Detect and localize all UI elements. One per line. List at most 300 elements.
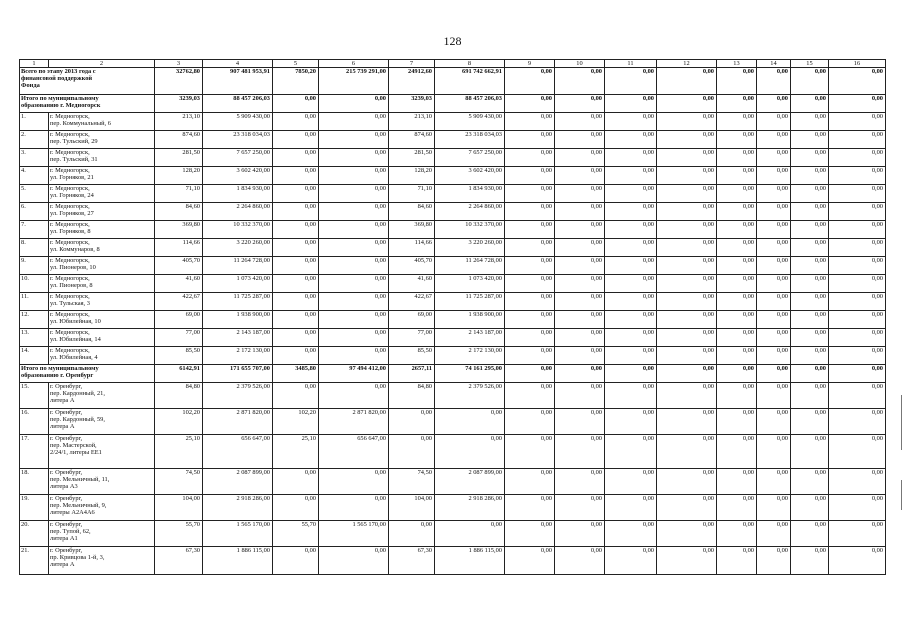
value-cell: 0,00 <box>505 365 555 383</box>
value-cell: 874,60 <box>389 131 435 149</box>
value-cell: 1 834 930,00 <box>435 185 505 203</box>
address-cell: г. Медногорск, пер. Коммунальный, 6 <box>49 113 155 131</box>
value-cell: 0,00 <box>273 495 319 521</box>
value-cell: 0,00 <box>389 409 435 435</box>
value-cell: 11 725 287,00 <box>435 293 505 311</box>
value-cell: 0,00 <box>829 149 886 167</box>
value-cell: 0,00 <box>319 293 389 311</box>
row-number: 11. <box>20 293 49 311</box>
value-cell: 0,00 <box>505 547 555 575</box>
value-cell: 0,00 <box>829 409 886 435</box>
value-cell: 0,00 <box>757 95 791 113</box>
value-cell: 0,00 <box>505 221 555 239</box>
value-cell: 25,10 <box>273 435 319 469</box>
value-cell: 0,00 <box>657 95 717 113</box>
value-cell: 1 565 170,00 <box>203 521 273 547</box>
value-cell: 0,00 <box>757 113 791 131</box>
value-cell: 0,00 <box>605 95 657 113</box>
value-cell: 0,00 <box>605 203 657 221</box>
value-cell: 656 647,00 <box>319 435 389 469</box>
value-cell: 0,00 <box>717 469 757 495</box>
value-cell: 102,20 <box>273 409 319 435</box>
value-cell: 0,00 <box>555 293 605 311</box>
value-cell: 0,00 <box>717 113 757 131</box>
table-row <box>20 329 886 347</box>
value-cell: 0,00 <box>657 435 717 469</box>
value-cell: 23 318 034,03 <box>203 131 273 149</box>
value-cell: 0,00 <box>717 221 757 239</box>
value-cell: 0,00 <box>605 113 657 131</box>
value-cell: 0,00 <box>757 329 791 347</box>
value-cell: 0,00 <box>791 95 829 113</box>
value-cell: 2 264 860,00 <box>435 203 505 221</box>
value-cell: 104,00 <box>155 495 203 521</box>
value-cell: 0,00 <box>555 547 605 575</box>
column-number-cell: 1 <box>20 60 49 68</box>
value-cell: 32762,80 <box>155 68 203 95</box>
value-cell: 0,00 <box>791 167 829 185</box>
value-cell: 656 647,00 <box>203 435 273 469</box>
address-cell: г. Оренбург, пер. Мастерской, 2/24/1, литеры ЕЕ1 <box>49 435 155 469</box>
table-row <box>20 239 886 257</box>
value-cell: 71,10 <box>389 185 435 203</box>
value-cell: 0,00 <box>555 95 605 113</box>
value-cell: 0,00 <box>657 257 717 275</box>
value-cell: 0,00 <box>829 293 886 311</box>
row-number: 7. <box>20 221 49 239</box>
value-cell: 0,00 <box>829 275 886 293</box>
value-cell: 0,00 <box>505 409 555 435</box>
value-cell: 907 481 953,91 <box>203 68 273 95</box>
value-cell: 85,50 <box>155 347 203 365</box>
row-number: 8. <box>20 239 49 257</box>
value-cell: 0,00 <box>717 409 757 435</box>
value-cell: 0,00 <box>791 221 829 239</box>
value-cell: 0,00 <box>657 221 717 239</box>
value-cell: 55,70 <box>155 521 203 547</box>
value-cell: 67,30 <box>389 547 435 575</box>
table-row <box>20 409 886 435</box>
value-cell: 0,00 <box>791 547 829 575</box>
value-cell: 0,00 <box>389 521 435 547</box>
value-cell: 0,00 <box>555 239 605 257</box>
financial-table <box>19 59 886 575</box>
column-number-cell: 10 <box>555 60 605 68</box>
value-cell: 0,00 <box>791 311 829 329</box>
table-row <box>20 311 886 329</box>
row-number: 4. <box>20 167 49 185</box>
value-cell: 2 918 286,00 <box>435 495 505 521</box>
value-cell: 0,00 <box>791 329 829 347</box>
value-cell: 1 938 900,00 <box>435 311 505 329</box>
value-cell: 0,00 <box>657 409 717 435</box>
address-cell: г. Медногорск, ул. Юбилейная, 14 <box>49 329 155 347</box>
value-cell: 0,00 <box>555 203 605 221</box>
summary-row <box>20 95 886 113</box>
value-cell: 0,00 <box>717 257 757 275</box>
value-cell: 0,00 <box>435 409 505 435</box>
value-cell: 2 871 820,00 <box>319 409 389 435</box>
row-number: 19. <box>20 495 49 521</box>
value-cell: 0,00 <box>555 521 605 547</box>
value-cell: 77,00 <box>389 329 435 347</box>
value-cell: 0,00 <box>605 275 657 293</box>
value-cell: 0,00 <box>757 521 791 547</box>
value-cell: 0,00 <box>717 311 757 329</box>
value-cell: 0,00 <box>273 95 319 113</box>
value-cell: 0,00 <box>657 68 717 95</box>
value-cell: 0,00 <box>319 113 389 131</box>
value-cell: 0,00 <box>605 257 657 275</box>
value-cell: 2 264 860,00 <box>203 203 273 221</box>
value-cell: 0,00 <box>657 521 717 547</box>
value-cell: 0,00 <box>435 435 505 469</box>
value-cell: 3 602 420,00 <box>203 167 273 185</box>
value-cell: 3239,03 <box>155 95 203 113</box>
value-cell: 0,00 <box>791 275 829 293</box>
value-cell: 0,00 <box>829 311 886 329</box>
value-cell: 0,00 <box>657 495 717 521</box>
value-cell: 0,00 <box>757 547 791 575</box>
value-cell: 55,70 <box>273 521 319 547</box>
value-cell: 0,00 <box>657 149 717 167</box>
value-cell: 0,00 <box>605 365 657 383</box>
value-cell: 0,00 <box>273 293 319 311</box>
row-number: 5. <box>20 185 49 203</box>
value-cell: 422,67 <box>389 293 435 311</box>
value-cell: 3 602 420,00 <box>435 167 505 185</box>
value-cell: 0,00 <box>555 131 605 149</box>
value-cell: 0,00 <box>505 521 555 547</box>
value-cell: 0,00 <box>319 257 389 275</box>
table-body <box>20 60 886 575</box>
value-cell: 422,67 <box>155 293 203 311</box>
value-cell: 0,00 <box>605 469 657 495</box>
value-cell: 0,00 <box>829 131 886 149</box>
value-cell: 0,00 <box>657 347 717 365</box>
value-cell: 0,00 <box>717 347 757 365</box>
address-cell: г. Медногорск, ул. Пионеров, 8 <box>49 275 155 293</box>
value-cell: 0,00 <box>657 469 717 495</box>
value-cell: 0,00 <box>605 383 657 409</box>
value-cell: 0,00 <box>829 547 886 575</box>
value-cell: 0,00 <box>605 547 657 575</box>
value-cell: 0,00 <box>319 185 389 203</box>
value-cell: 0,00 <box>605 68 657 95</box>
value-cell: 0,00 <box>555 311 605 329</box>
value-cell: 0,00 <box>319 167 389 185</box>
page-number: 128 <box>443 34 462 48</box>
value-cell: 67,30 <box>155 547 203 575</box>
value-cell: 2 143 187,00 <box>203 329 273 347</box>
value-cell: 11 725 287,00 <box>203 293 273 311</box>
value-cell: 0,00 <box>555 347 605 365</box>
column-number-cell: 4 <box>203 60 273 68</box>
value-cell: 74,50 <box>155 469 203 495</box>
value-cell: 0,00 <box>757 185 791 203</box>
value-cell: 6142,91 <box>155 365 203 383</box>
value-cell: 0,00 <box>319 203 389 221</box>
value-cell: 0,00 <box>829 329 886 347</box>
value-cell: 0,00 <box>273 347 319 365</box>
value-cell: 0,00 <box>829 383 886 409</box>
table-row <box>20 275 886 293</box>
value-cell: 0,00 <box>273 329 319 347</box>
value-cell: 1 938 900,00 <box>203 311 273 329</box>
summary-label: Итого по муниципальному образованию г. Оренбург <box>20 365 155 383</box>
value-cell: 0,00 <box>717 275 757 293</box>
value-cell: 0,00 <box>555 68 605 95</box>
value-cell: 97 494 412,00 <box>319 365 389 383</box>
address-cell: г. Медногорск, ул. Тульская, 3 <box>49 293 155 311</box>
value-cell: 0,00 <box>757 495 791 521</box>
value-cell: 0,00 <box>657 293 717 311</box>
table-row <box>20 293 886 311</box>
column-number-cell: 9 <box>505 60 555 68</box>
scan-edge-mark <box>901 480 902 510</box>
value-cell: 23 318 034,03 <box>435 131 505 149</box>
value-cell: 0,00 <box>505 185 555 203</box>
value-cell: 0,00 <box>717 185 757 203</box>
value-cell: 104,00 <box>389 495 435 521</box>
address-cell: г. Оренбург, пер. Тупой, 62, литера А1 <box>49 521 155 547</box>
value-cell: 11 264 728,00 <box>435 257 505 275</box>
value-cell: 0,00 <box>505 149 555 167</box>
value-cell: 41,60 <box>389 275 435 293</box>
value-cell: 0,00 <box>555 167 605 185</box>
table-row <box>20 547 886 575</box>
value-cell: 0,00 <box>505 113 555 131</box>
value-cell: 0,00 <box>555 275 605 293</box>
value-cell: 0,00 <box>319 221 389 239</box>
row-number: 21. <box>20 547 49 575</box>
value-cell: 10 332 370,00 <box>435 221 505 239</box>
value-cell: 0,00 <box>829 347 886 365</box>
row-number: 1. <box>20 113 49 131</box>
table-row <box>20 383 886 409</box>
value-cell: 88 457 206,03 <box>203 95 273 113</box>
address-cell: г. Медногорск, ул. Юбилейная, 10 <box>49 311 155 329</box>
column-number-row <box>20 60 886 68</box>
value-cell: 0,00 <box>717 68 757 95</box>
value-cell: 0,00 <box>273 221 319 239</box>
value-cell: 0,00 <box>829 68 886 95</box>
value-cell: 0,00 <box>273 257 319 275</box>
value-cell: 0,00 <box>757 221 791 239</box>
summary-row <box>20 68 886 95</box>
value-cell: 2 172 130,00 <box>203 347 273 365</box>
value-cell: 0,00 <box>791 113 829 131</box>
value-cell: 0,00 <box>605 521 657 547</box>
value-cell: 69,00 <box>155 311 203 329</box>
value-cell: 0,00 <box>829 435 886 469</box>
value-cell: 74,50 <box>389 469 435 495</box>
value-cell: 0,00 <box>757 149 791 167</box>
table-row <box>20 113 886 131</box>
table-row <box>20 435 886 469</box>
value-cell: 2657,11 <box>389 365 435 383</box>
value-cell: 0,00 <box>657 275 717 293</box>
value-cell: 0,00 <box>505 131 555 149</box>
value-cell: 7 657 250,00 <box>203 149 273 167</box>
value-cell: 0,00 <box>273 469 319 495</box>
value-cell: 2 379 526,00 <box>435 383 505 409</box>
value-cell: 0,00 <box>505 311 555 329</box>
value-cell: 0,00 <box>273 311 319 329</box>
value-cell: 0,00 <box>273 131 319 149</box>
value-cell: 0,00 <box>791 131 829 149</box>
column-number-cell: 2 <box>49 60 155 68</box>
value-cell: 0,00 <box>605 409 657 435</box>
value-cell: 0,00 <box>657 329 717 347</box>
value-cell: 0,00 <box>505 347 555 365</box>
value-cell: 0,00 <box>829 521 886 547</box>
column-number-cell: 8 <box>435 60 505 68</box>
value-cell: 0,00 <box>273 383 319 409</box>
value-cell: 0,00 <box>757 383 791 409</box>
row-number: 14. <box>20 347 49 365</box>
value-cell: 84,60 <box>155 203 203 221</box>
value-cell: 0,00 <box>505 329 555 347</box>
value-cell: 0,00 <box>555 113 605 131</box>
table-row <box>20 347 886 365</box>
value-cell: 0,00 <box>319 149 389 167</box>
value-cell: 0,00 <box>555 149 605 167</box>
table-row <box>20 203 886 221</box>
value-cell: 0,00 <box>319 383 389 409</box>
value-cell: 0,00 <box>657 203 717 221</box>
value-cell: 0,00 <box>717 365 757 383</box>
value-cell: 114,66 <box>389 239 435 257</box>
value-cell: 0,00 <box>555 435 605 469</box>
value-cell: 0,00 <box>435 521 505 547</box>
value-cell: 0,00 <box>829 113 886 131</box>
table-row <box>20 131 886 149</box>
column-number-cell: 5 <box>273 60 319 68</box>
value-cell: 0,00 <box>505 257 555 275</box>
value-cell: 0,00 <box>605 293 657 311</box>
value-cell: 0,00 <box>319 329 389 347</box>
value-cell: 0,00 <box>319 547 389 575</box>
value-cell: 5 909 430,00 <box>435 113 505 131</box>
value-cell: 0,00 <box>505 167 555 185</box>
column-number-cell: 13 <box>717 60 757 68</box>
value-cell: 0,00 <box>273 185 319 203</box>
row-number: 2. <box>20 131 49 149</box>
table-row <box>20 149 886 167</box>
value-cell: 0,00 <box>505 275 555 293</box>
summary-label: Всего по этапу 2013 года с финансовой поддержкой Фонда <box>20 68 155 95</box>
value-cell: 3239,03 <box>389 95 435 113</box>
value-cell: 114,66 <box>155 239 203 257</box>
value-cell: 0,00 <box>717 149 757 167</box>
value-cell: 128,20 <box>155 167 203 185</box>
value-cell: 0,00 <box>505 495 555 521</box>
value-cell: 0,00 <box>389 435 435 469</box>
value-cell: 0,00 <box>605 131 657 149</box>
value-cell: 281,50 <box>155 149 203 167</box>
value-cell: 41,60 <box>155 275 203 293</box>
value-cell: 0,00 <box>555 365 605 383</box>
value-cell: 0,00 <box>273 547 319 575</box>
value-cell: 7850,20 <box>273 68 319 95</box>
table-row <box>20 521 886 547</box>
value-cell: 0,00 <box>555 409 605 435</box>
value-cell: 0,00 <box>757 311 791 329</box>
value-cell: 0,00 <box>273 149 319 167</box>
value-cell: 0,00 <box>717 329 757 347</box>
value-cell: 0,00 <box>657 185 717 203</box>
value-cell: 0,00 <box>829 365 886 383</box>
address-cell: г. Оренбург, пер. Мельничный, 11, литера А3 <box>49 469 155 495</box>
value-cell: 0,00 <box>829 203 886 221</box>
value-cell: 0,00 <box>717 521 757 547</box>
address-cell: г. Медногорск, ул. Коммунаров, 8 <box>49 239 155 257</box>
row-number: 16. <box>20 409 49 435</box>
value-cell: 691 742 662,91 <box>435 68 505 95</box>
value-cell: 3 220 260,00 <box>203 239 273 257</box>
value-cell: 0,00 <box>717 239 757 257</box>
address-cell: г. Медногорск, ул. Пионеров, 10 <box>49 257 155 275</box>
value-cell: 7 657 250,00 <box>435 149 505 167</box>
value-cell: 1 073 420,00 <box>203 275 273 293</box>
value-cell: 0,00 <box>717 435 757 469</box>
value-cell: 0,00 <box>829 95 886 113</box>
value-cell: 0,00 <box>605 167 657 185</box>
value-cell: 0,00 <box>605 495 657 521</box>
value-cell: 0,00 <box>829 167 886 185</box>
column-number-cell: 16 <box>829 60 886 68</box>
value-cell: 0,00 <box>657 383 717 409</box>
table-row <box>20 469 886 495</box>
value-cell: 0,00 <box>605 311 657 329</box>
value-cell: 0,00 <box>505 469 555 495</box>
value-cell: 0,00 <box>605 329 657 347</box>
value-cell: 0,00 <box>605 435 657 469</box>
address-cell: г. Оренбург, пер. Кардонный, 21, литера А <box>49 383 155 409</box>
column-number-cell: 15 <box>791 60 829 68</box>
summary-label: Итого по муниципальному образованию г. Медногорск <box>20 95 155 113</box>
value-cell: 0,00 <box>605 185 657 203</box>
value-cell: 2 871 820,00 <box>203 409 273 435</box>
value-cell: 0,00 <box>757 203 791 221</box>
value-cell: 0,00 <box>791 347 829 365</box>
value-cell: 0,00 <box>273 275 319 293</box>
row-number: 6. <box>20 203 49 221</box>
row-number: 20. <box>20 521 49 547</box>
value-cell: 0,00 <box>657 167 717 185</box>
value-cell: 0,00 <box>657 365 717 383</box>
value-cell: 0,00 <box>505 293 555 311</box>
value-cell: 0,00 <box>829 221 886 239</box>
value-cell: 0,00 <box>605 239 657 257</box>
value-cell: 0,00 <box>505 203 555 221</box>
value-cell: 0,00 <box>319 275 389 293</box>
value-cell: 0,00 <box>757 131 791 149</box>
value-cell: 0,00 <box>791 495 829 521</box>
value-cell: 0,00 <box>717 293 757 311</box>
value-cell: 0,00 <box>791 149 829 167</box>
address-cell: г. Оренбург, пер. Кардонный, 59, литера А <box>49 409 155 435</box>
value-cell: 0,00 <box>505 95 555 113</box>
value-cell: 0,00 <box>717 547 757 575</box>
row-number: 3. <box>20 149 49 167</box>
table-row <box>20 495 886 521</box>
value-cell: 11 264 728,00 <box>203 257 273 275</box>
value-cell: 0,00 <box>791 365 829 383</box>
value-cell: 0,00 <box>757 365 791 383</box>
value-cell: 0,00 <box>829 469 886 495</box>
